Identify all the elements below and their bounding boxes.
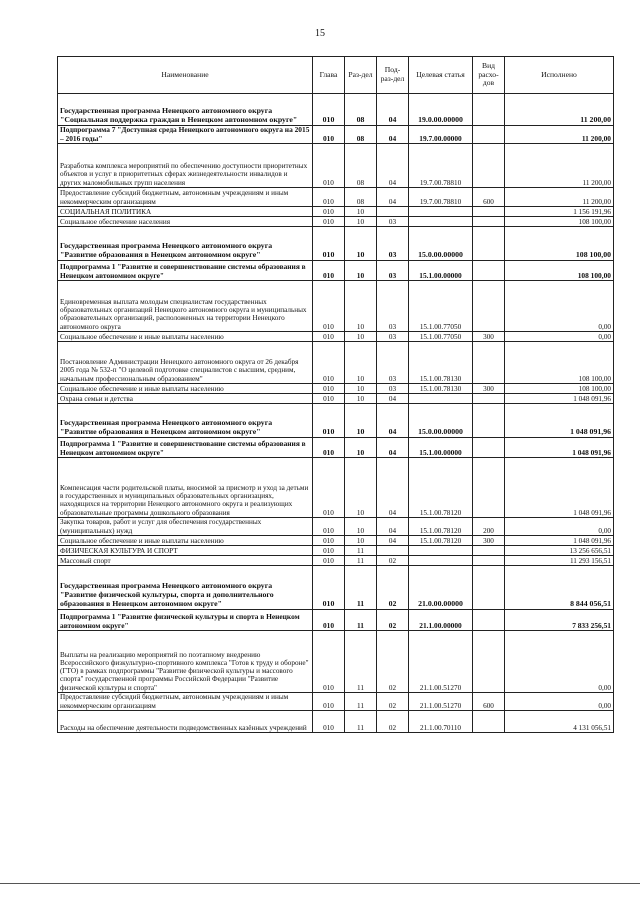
cell-podrazdel: 02 xyxy=(377,566,409,610)
table-row xyxy=(58,126,614,144)
cell-name: Подпрограмма 1 "Развитие и совершенствование системы образования в Ненецком автономном округе" xyxy=(58,261,313,281)
cell-expense-type xyxy=(473,404,505,438)
cell-target-article: 15.1.00.00000 xyxy=(409,438,473,458)
table-row xyxy=(58,227,614,261)
cell-razdel: 10 xyxy=(345,227,377,261)
cell-executed: 1 048 091,96 xyxy=(505,404,614,438)
cell-expense-type: 300 xyxy=(473,536,505,546)
cell-expense-type xyxy=(473,394,505,404)
cell-razdel: 10 xyxy=(345,438,377,458)
cell-executed: 7 833 256,51 xyxy=(505,610,614,631)
cell-target-article: 15.0.00.00000 xyxy=(409,404,473,438)
cell-target-article xyxy=(409,217,473,227)
cell-razdel: 11 xyxy=(345,631,377,693)
cell-executed: 1 156 191,96 xyxy=(505,207,614,217)
cell-executed: 1 048 091,96 xyxy=(505,438,614,458)
cell-name: Государственная программа Ненецкого автономного округа "Социальная поддержка граждан в Ненецком автономном округе" xyxy=(58,94,313,126)
cell-podrazdel: 04 xyxy=(377,144,409,188)
cell-podrazdel: 04 xyxy=(377,438,409,458)
cell-podrazdel: 03 xyxy=(377,281,409,332)
cell-podrazdel: 04 xyxy=(377,94,409,126)
cell-glava: 010 xyxy=(313,281,345,332)
table-row xyxy=(58,610,614,631)
cell-executed: 1 048 091,96 xyxy=(505,394,614,404)
cell-podrazdel xyxy=(377,546,409,556)
cell-executed: 8 844 056,51 xyxy=(505,566,614,610)
table-row xyxy=(58,536,614,546)
table-row xyxy=(58,342,614,384)
table-row xyxy=(58,384,614,394)
cell-executed: 0,00 xyxy=(505,631,614,693)
page-bottom-rule xyxy=(0,883,640,884)
cell-name: СОЦИАЛЬНАЯ ПОЛИТИКА xyxy=(58,207,313,217)
table-row xyxy=(58,438,614,458)
header-target-article: Целевая статья xyxy=(409,57,473,94)
cell-razdel: 10 xyxy=(345,261,377,281)
cell-executed: 11 200,00 xyxy=(505,188,614,207)
cell-name: Выплаты на реализацию мероприятий по поэтапному внедрению Всероссийского физкультурно-спортивного комплекса "Готов к труду и обороне" (ГТО) в рамках подпрограммы "Развитие физической культуры и массового спорта" государственной программы Российской Федерации "Развитие физической культуры и спорта" xyxy=(58,631,313,693)
cell-executed: 0,00 xyxy=(505,332,614,342)
cell-name: Государственная программа Ненецкого автономного округа "Развитие физической культуры, спорта и дополнительного образования в Ненецком автономном округе" xyxy=(58,566,313,610)
cell-target-article: 15.1.00.78120 xyxy=(409,536,473,546)
cell-glava: 010 xyxy=(313,546,345,556)
table-row xyxy=(58,217,614,227)
cell-executed: 0,00 xyxy=(505,518,614,536)
cell-executed: 11 200,00 xyxy=(505,94,614,126)
cell-target-article xyxy=(409,556,473,566)
cell-glava: 010 xyxy=(313,342,345,384)
table-row xyxy=(58,332,614,342)
header-executed: Исполнено xyxy=(505,57,614,94)
cell-expense-type xyxy=(473,566,505,610)
cell-razdel: 11 xyxy=(345,610,377,631)
cell-target-article: 19.0.00.00000 xyxy=(409,94,473,126)
header-razdel: Раз-дел xyxy=(345,57,377,94)
cell-target-article: 15.0.00.00000 xyxy=(409,227,473,261)
cell-glava: 010 xyxy=(313,566,345,610)
cell-executed: 11 200,00 xyxy=(505,126,614,144)
header-podrazdel: Под-раз-дел xyxy=(377,57,409,94)
cell-razdel: 08 xyxy=(345,126,377,144)
table-row xyxy=(58,394,614,404)
cell-expense-type xyxy=(473,631,505,693)
cell-target-article: 19.7.00.78810 xyxy=(409,144,473,188)
cell-name: Массовый спорт xyxy=(58,556,313,566)
cell-podrazdel: 04 xyxy=(377,536,409,546)
cell-glava: 010 xyxy=(313,94,345,126)
table-row xyxy=(58,518,614,536)
cell-expense-type xyxy=(473,144,505,188)
cell-name: Компенсация части родительской платы, вносимой за присмотр и уход за детьми в государственных и муниципальных образовательных организациях, находящихся на территории Ненецкого автономного округа и реализующих образовательные программы дошкольного образования xyxy=(58,458,313,518)
cell-name: Единовременная выплата молодым специалистам государственных образовательных организаций Ненецкого автономного округа и муниципальных образовательных организаций, расположенных на территории Ненецкого автономного округа xyxy=(58,281,313,332)
cell-name: Подпрограмма 1 "Развитие физической культуры и спорта в Ненецком автономном округе" xyxy=(58,610,313,631)
table-row xyxy=(58,556,614,566)
cell-podrazdel: 04 xyxy=(377,518,409,536)
cell-podrazdel xyxy=(377,207,409,217)
cell-target-article: 21.1.00.51270 xyxy=(409,693,473,711)
cell-name: Подпрограмма 7 "Доступная среда Ненецкого автономного округа на 2015 – 2016 годы" xyxy=(58,126,313,144)
cell-executed: 108 100,00 xyxy=(505,384,614,394)
cell-razdel: 11 xyxy=(345,556,377,566)
cell-target-article: 21.0.00.00000 xyxy=(409,566,473,610)
cell-razdel: 10 xyxy=(345,217,377,227)
cell-target-article: 15.1.00.78120 xyxy=(409,458,473,518)
table-header-row xyxy=(58,57,614,94)
cell-name: Предоставление субсидий бюджетным, автономным учреждениям и иным некоммерческим организациям xyxy=(58,188,313,207)
cell-glava: 010 xyxy=(313,227,345,261)
cell-razdel: 10 xyxy=(345,404,377,438)
table-row xyxy=(58,207,614,217)
cell-executed: 108 100,00 xyxy=(505,342,614,384)
cell-podrazdel: 03 xyxy=(377,384,409,394)
cell-name: Подпрограмма 1 "Развитие и совершенствование системы образования в Ненецком автономном округе" xyxy=(58,438,313,458)
cell-target-article xyxy=(409,207,473,217)
header-name: Наименование xyxy=(58,57,313,94)
cell-expense-type xyxy=(473,94,505,126)
cell-executed: 13 256 656,51 xyxy=(505,546,614,556)
cell-glava: 010 xyxy=(313,631,345,693)
cell-glava: 010 xyxy=(313,188,345,207)
cell-target-article: 15.1.00.78120 xyxy=(409,518,473,536)
table-row xyxy=(58,566,614,610)
cell-razdel: 10 xyxy=(345,207,377,217)
cell-executed: 108 100,00 xyxy=(505,227,614,261)
cell-glava: 010 xyxy=(313,207,345,217)
cell-razdel: 11 xyxy=(345,711,377,733)
cell-expense-type xyxy=(473,227,505,261)
cell-target-article: 19.7.00.00000 xyxy=(409,126,473,144)
table-row xyxy=(58,404,614,438)
cell-glava: 010 xyxy=(313,144,345,188)
cell-name: Государственная программа Ненецкого автономного округа "Развитие образования в Ненецком автономном округе" xyxy=(58,404,313,438)
cell-podrazdel: 04 xyxy=(377,188,409,207)
cell-name: ФИЗИЧЕСКАЯ КУЛЬТУРА И СПОРТ xyxy=(58,546,313,556)
cell-expense-type xyxy=(473,438,505,458)
cell-expense-type xyxy=(473,556,505,566)
cell-expense-type xyxy=(473,610,505,631)
cell-podrazdel: 03 xyxy=(377,332,409,342)
cell-executed: 4 131 056,51 xyxy=(505,711,614,733)
cell-executed: 0,00 xyxy=(505,693,614,711)
cell-target-article: 21.1.00.00000 xyxy=(409,610,473,631)
cell-expense-type xyxy=(473,126,505,144)
cell-razdel: 11 xyxy=(345,693,377,711)
cell-target-article: 19.7.00.78810 xyxy=(409,188,473,207)
cell-razdel: 10 xyxy=(345,384,377,394)
cell-podrazdel: 03 xyxy=(377,227,409,261)
cell-target-article: 15.1.00.78130 xyxy=(409,342,473,384)
cell-target-article: 21.1.00.70110 xyxy=(409,711,473,733)
cell-razdel: 08 xyxy=(345,94,377,126)
cell-expense-type: 300 xyxy=(473,332,505,342)
cell-podrazdel: 04 xyxy=(377,126,409,144)
cell-target-article: 21.1.00.51270 xyxy=(409,631,473,693)
cell-glava: 010 xyxy=(313,518,345,536)
cell-razdel: 08 xyxy=(345,188,377,207)
cell-target-article xyxy=(409,394,473,404)
cell-executed: 1 048 091,96 xyxy=(505,458,614,518)
table-row xyxy=(58,631,614,693)
cell-target-article: 15.1.00.78130 xyxy=(409,384,473,394)
cell-glava: 010 xyxy=(313,217,345,227)
cell-glava: 010 xyxy=(313,438,345,458)
cell-expense-type: 600 xyxy=(473,188,505,207)
cell-name: Расходы на обеспечение деятельности подведомственных казённых учреждений xyxy=(58,711,313,733)
cell-name: Постановление Администрации Ненецкого автономного округа от 26 декабря 2005 года № 532-п "О целевой подготовке специалистов с высшим, средним, начальным профессиональным образованием" xyxy=(58,342,313,384)
table-row xyxy=(58,261,614,281)
header-glava: Глава xyxy=(313,57,345,94)
cell-glava: 010 xyxy=(313,556,345,566)
cell-razdel: 11 xyxy=(345,546,377,556)
cell-name: Разработка комплекса мероприятий по обеспечению доступности приоритетных объектов и услуг в приоритетных сферах жизнедеятельности инвалидов и других маломобильных групп населения xyxy=(58,144,313,188)
cell-glava: 010 xyxy=(313,126,345,144)
cell-glava: 010 xyxy=(313,711,345,733)
page-number: 15 xyxy=(315,28,325,39)
budget-table xyxy=(57,56,614,733)
table-row xyxy=(58,693,614,711)
cell-razdel: 10 xyxy=(345,518,377,536)
cell-podrazdel: 03 xyxy=(377,217,409,227)
cell-expense-type: 200 xyxy=(473,518,505,536)
cell-razdel: 10 xyxy=(345,394,377,404)
cell-podrazdel: 03 xyxy=(377,261,409,281)
table-row xyxy=(58,711,614,733)
table-row xyxy=(58,281,614,332)
table-row xyxy=(58,546,614,556)
cell-razdel: 10 xyxy=(345,342,377,384)
cell-executed: 1 048 091,96 xyxy=(505,536,614,546)
cell-executed: 108 100,00 xyxy=(505,217,614,227)
cell-expense-type: 300 xyxy=(473,384,505,394)
cell-executed: 11 200,00 xyxy=(505,144,614,188)
cell-name: Предоставление субсидий бюджетным, автономным учреждениям и иным некоммерческим организациям xyxy=(58,693,313,711)
cell-razdel: 10 xyxy=(345,536,377,546)
cell-executed: 0,00 xyxy=(505,281,614,332)
cell-expense-type xyxy=(473,207,505,217)
table-row xyxy=(58,144,614,188)
cell-glava: 010 xyxy=(313,404,345,438)
cell-glava: 010 xyxy=(313,536,345,546)
cell-podrazdel: 04 xyxy=(377,404,409,438)
cell-name: Социальное обеспечение населения xyxy=(58,217,313,227)
cell-target-article: 15.1.00.00000 xyxy=(409,261,473,281)
cell-target-article: 15.1.00.77050 xyxy=(409,281,473,332)
cell-razdel: 11 xyxy=(345,566,377,610)
cell-glava: 010 xyxy=(313,458,345,518)
cell-name: Социальное обеспечение и иные выплаты населению xyxy=(58,384,313,394)
table-row xyxy=(58,458,614,518)
cell-target-article xyxy=(409,546,473,556)
cell-glava: 010 xyxy=(313,693,345,711)
cell-podrazdel: 03 xyxy=(377,342,409,384)
cell-name: Социальное обеспечение и иные выплаты населению xyxy=(58,332,313,342)
cell-podrazdel: 04 xyxy=(377,458,409,518)
cell-podrazdel: 02 xyxy=(377,610,409,631)
cell-podrazdel: 02 xyxy=(377,631,409,693)
cell-executed: 11 293 156,51 xyxy=(505,556,614,566)
cell-name: Охрана семьи и детства xyxy=(58,394,313,404)
cell-razdel: 08 xyxy=(345,144,377,188)
cell-razdel: 10 xyxy=(345,332,377,342)
cell-razdel: 10 xyxy=(345,281,377,332)
cell-expense-type xyxy=(473,217,505,227)
cell-expense-type xyxy=(473,546,505,556)
cell-expense-type xyxy=(473,261,505,281)
table-row xyxy=(58,188,614,207)
cell-glava: 010 xyxy=(313,610,345,631)
cell-expense-type: 600 xyxy=(473,693,505,711)
cell-executed: 108 100,00 xyxy=(505,261,614,281)
cell-podrazdel: 04 xyxy=(377,394,409,404)
cell-expense-type xyxy=(473,711,505,733)
cell-glava: 010 xyxy=(313,261,345,281)
header-expense-type: Вид расхо-дов xyxy=(473,57,505,94)
cell-glava: 010 xyxy=(313,384,345,394)
cell-name: Государственная программа Ненецкого автономного округа "Развитие образования в Ненецком автономном округе" xyxy=(58,227,313,261)
cell-expense-type xyxy=(473,281,505,332)
cell-podrazdel: 02 xyxy=(377,711,409,733)
cell-name: Закупка товаров, работ и услуг для обеспечения государственных (муниципальных) нужд xyxy=(58,518,313,536)
cell-glava: 010 xyxy=(313,394,345,404)
table-row xyxy=(58,94,614,126)
cell-glava: 010 xyxy=(313,332,345,342)
cell-razdel: 10 xyxy=(345,458,377,518)
cell-expense-type xyxy=(473,342,505,384)
cell-target-article: 15.1.00.77050 xyxy=(409,332,473,342)
cell-podrazdel: 02 xyxy=(377,556,409,566)
cell-name: Социальное обеспечение и иные выплаты населению xyxy=(58,536,313,546)
cell-expense-type xyxy=(473,458,505,518)
cell-podrazdel: 02 xyxy=(377,693,409,711)
